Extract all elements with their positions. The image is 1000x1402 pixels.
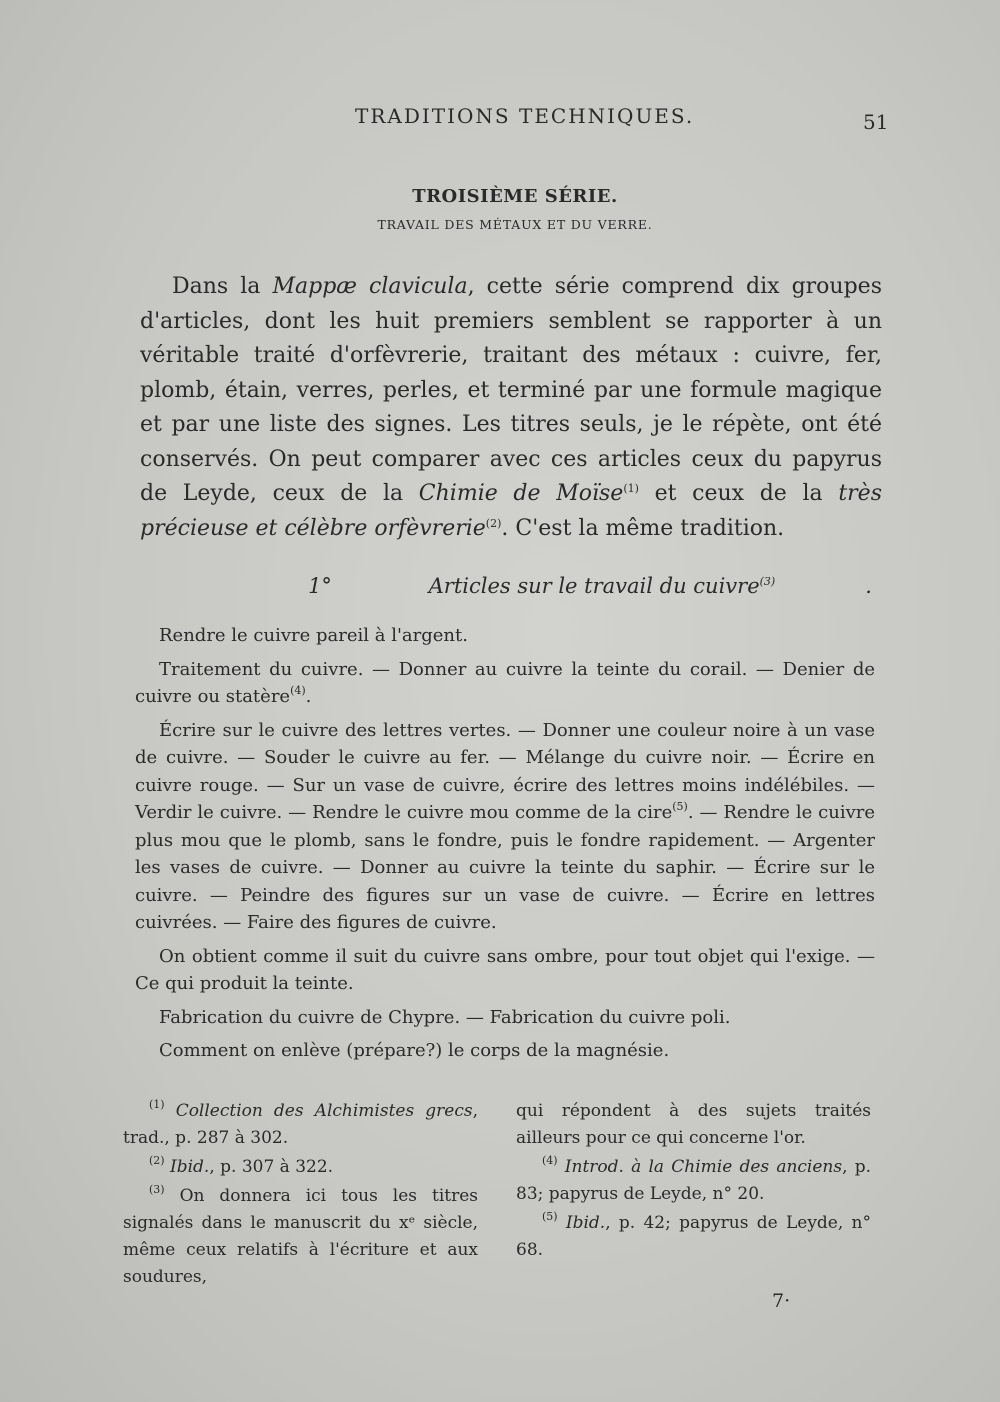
footnote-text: qui répondent à des sujets traités ailleurs pour ce qui concerne l'or. (516, 1101, 871, 1148)
intro-italic-title: Mappæ clavicula (272, 274, 468, 299)
article-paragraph (135, 1037, 875, 1065)
footnote-mark: (3) (149, 1183, 165, 1196)
intro-paragraph (140, 270, 882, 546)
intro-text: et ceux de la (638, 481, 839, 506)
footnote-3-continued (516, 1098, 871, 1152)
article-text: Comment on enlève (prépare?) le corps de la magnésie. (159, 1040, 670, 1061)
article-text: On obtient comme il suit du cuivre sans ombre, pour tout objet qui l'exige. — Ce qui produit la teinte. (135, 945, 875, 994)
footnote-2 (123, 1154, 478, 1181)
footnote-mark: (4) (542, 1154, 558, 1167)
footnote-ref: (2) (485, 516, 502, 530)
footnote-italic: Introd. à la Chimie des anciens (564, 1157, 843, 1177)
article-text: . — Rendre le cuivre plus mou que le plomb, sans le fondre, puis le fondre rapidement. — Argenter les vases de cuivre. — Donner au cuivre la teinte du saphir. — Écrire sur le cuivre. — Peindre des figures sur un vase de cuivre. — Écrire en lettres cuivrées. — Faire des figures de cuivre. (135, 802, 876, 933)
intro-text: Dans la (172, 274, 273, 299)
footnote-ref: (4) (290, 684, 306, 697)
footnote-mark: (2) (149, 1154, 165, 1167)
footnote-mark: (5) (542, 1210, 558, 1223)
footnotes-right-column (516, 1098, 871, 1293)
signature-mark: 7· (772, 1290, 791, 1312)
footnotes (123, 1098, 871, 1293)
article-text: . (305, 686, 312, 707)
series-subtitle: TRAVAIL DES MÉTAUX ET DU VERRE. (377, 217, 653, 232)
footnote-text: , trad., p. 287 à 302. (123, 1101, 478, 1148)
section-punct: . (865, 574, 872, 598)
intro-text: . C'est la même tradition. (501, 515, 785, 541)
footnote-mark: (1) (149, 1098, 165, 1111)
footnote-ref: (1) (623, 482, 639, 495)
footnote-ref: (5) (672, 800, 688, 813)
footnote-text: On donnera ici tous les titres signalés dans le manuscrit du xᵉ siècle, même ceux relatifs à l'écriture et aux soudures, (123, 1186, 478, 1287)
footnote-text: , p. 42; papyrus de Leyde, n° 68. (516, 1213, 872, 1260)
article-text: Écrire sur le cuivre des lettres vertes. — Donner une couleur noire à un vase de cuivre. — Souder le cuivre au fer. — Mélange du cuivre noir. — Écrire en cuivre rouge. — Sur un vase de cuivre, écrire des lettres moins indélébiles. — Verdir le cuivre. — Rendre le cuivre mou comme de la cire (135, 719, 875, 823)
series-heading (0, 186, 1000, 232)
page-number: 51 (863, 110, 889, 134)
footnote-3 (123, 1183, 478, 1291)
section-heading (0, 574, 1000, 598)
intro-italic-title: très précieuse et célèbre orfèvrerie (140, 481, 882, 541)
article-paragraph (135, 943, 875, 998)
article-paragraph (135, 656, 875, 711)
footnote-text: , p. 307 à 322. (209, 1157, 334, 1177)
article-paragraph (135, 1004, 875, 1032)
running-title: TRADITIONS TECHNIQUES. (355, 104, 695, 128)
series-title: TROISIÈME SÉRIE. (412, 186, 618, 207)
footnote-text: , p. 83; papyrus de Leyde, n° 20. (516, 1157, 871, 1204)
article-list (135, 622, 875, 1071)
footnote-5 (516, 1210, 871, 1264)
section-title: Articles sur le travail du cuivre (428, 574, 760, 598)
intro-italic-title: Chimie de Moïse (418, 481, 624, 506)
footnote-italic: Collection des Alchimistes grecs (175, 1101, 473, 1121)
article-text: Rendre le cuivre pareil à l'argent. (159, 625, 468, 646)
footnotes-left-column (123, 1098, 478, 1293)
footnote-1 (123, 1098, 478, 1152)
article-paragraph (135, 622, 875, 650)
footnote-4 (516, 1154, 871, 1208)
footnote-italic: Ibid. (170, 1157, 210, 1177)
article-text: Traitement du cuivre. — Donner au cuivre la teinte du corail. — Denier de cuivre ou statère (135, 658, 875, 707)
article-text: Fabrication du cuivre de Chypre. — Fabrication du cuivre poli. (159, 1006, 731, 1028)
running-header (0, 104, 1000, 136)
footnote-italic: Ibid. (565, 1213, 606, 1233)
intro-text: , cette série comprend dix groupes d'articles, dont les huit premiers semblent se rapporter à un véritable traité d'orfèvrerie, traitant des métaux : cuivre, fer, plomb, étain, verres, perles, et terminé par une formule magique et par une liste des signes. Les titres seuls, je le répète, ont été conservés. On peut comparer avec ces articles ceux du papyrus de Leyde, ceux de la (140, 274, 882, 506)
section-number: 1° (308, 574, 339, 598)
footnote-ref: (3) (759, 575, 776, 588)
article-paragraph (135, 717, 875, 937)
